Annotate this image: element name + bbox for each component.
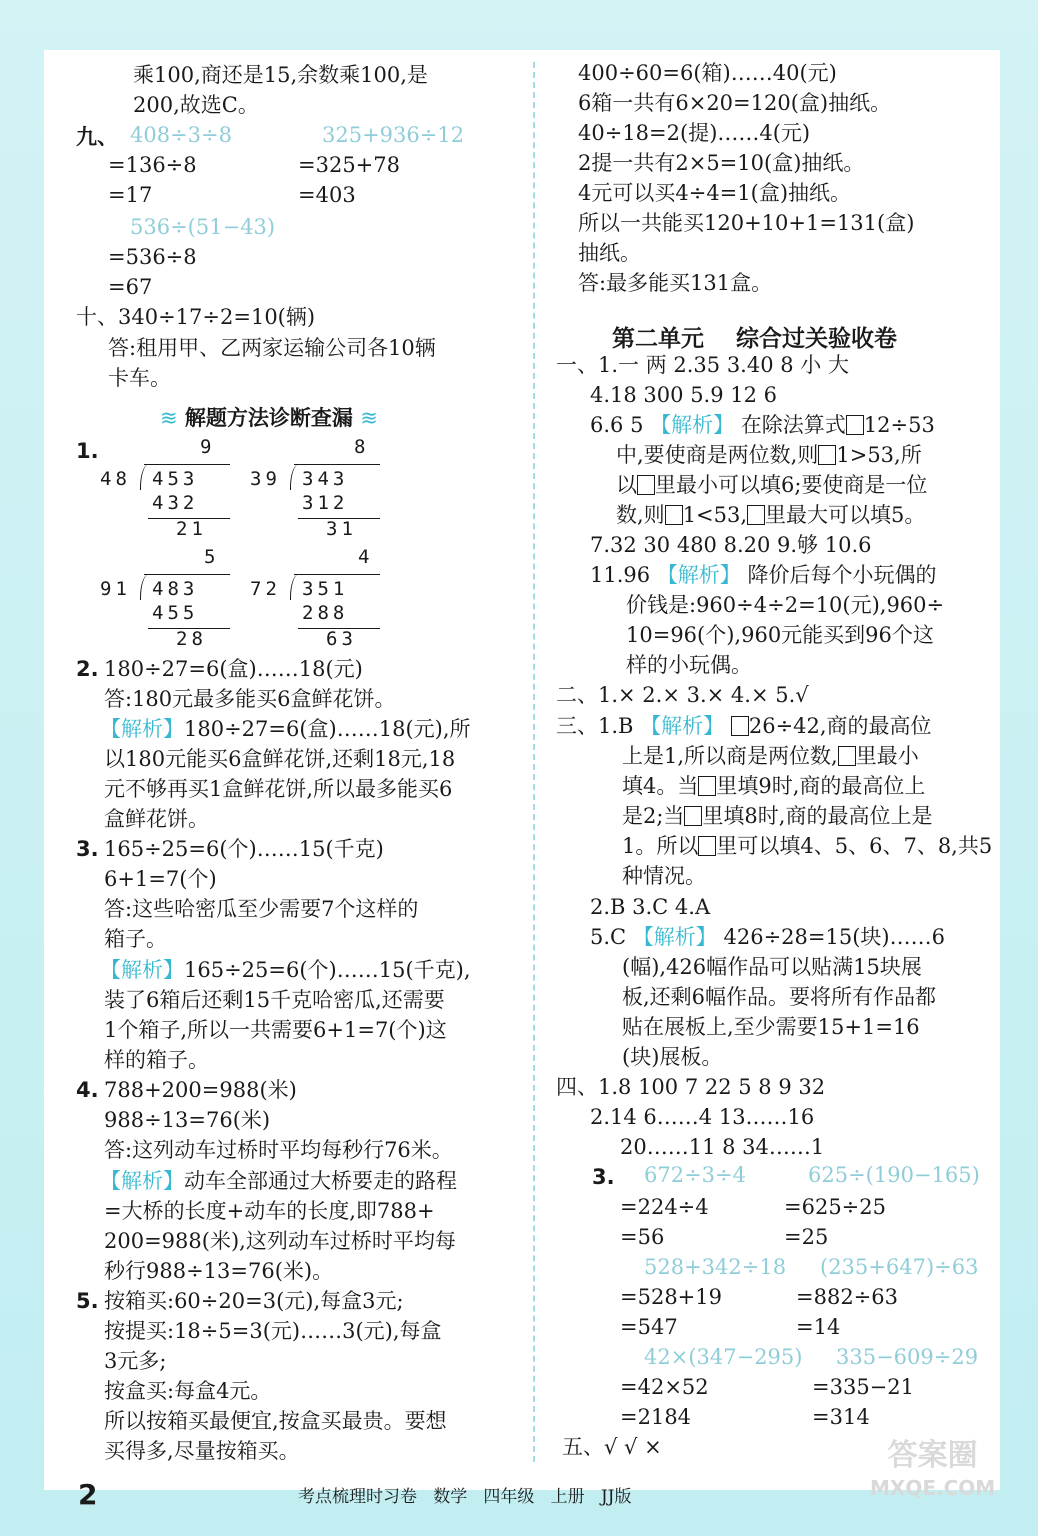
solution-step: 180÷27=6(盒)……18(元) (104, 657, 363, 681)
blank-box-icon (684, 806, 702, 826)
solution-step: 788+200=988(米) (104, 1078, 297, 1102)
question-number: 3. (592, 1165, 615, 1189)
analysis-text: 里最小可以填6;要使商是一位 (655, 473, 928, 497)
solution-step: =2184 (620, 1405, 692, 1429)
analysis-text: 165÷25=6(个)……15(千克), (184, 958, 471, 982)
answer-line (556, 711, 932, 741)
analysis-text: 盒鲜花饼。 (104, 807, 209, 831)
analysis-text: 里最大可以填5。 (765, 503, 926, 527)
problem-expression: 536÷(51−43) (130, 215, 276, 239)
solution-step: =314 (812, 1405, 870, 1429)
analysis-text: 样的小玩偶。 (626, 653, 752, 677)
blank-box-icon (698, 776, 716, 796)
analysis-text: 元不够再买1盒鲜花饼,所以最多能买6 (104, 777, 453, 801)
analysis-tag: 【解析】 (100, 1169, 184, 1193)
answer-line: 答:这列动车过桥时平均每秒行76米。 (104, 1138, 453, 1162)
divisor: 48 (100, 468, 131, 490)
solution-step: =25 (784, 1225, 829, 1249)
dividend: 453 (152, 468, 199, 490)
answer-line: 买得多,尽量按箱买。 (104, 1439, 300, 1463)
solution-step: =67 (108, 275, 153, 299)
dividend: 343 (302, 468, 349, 490)
question-number: 2. (76, 657, 99, 681)
text-line: 乘100,商还是15,余数乘100,是 (133, 63, 428, 87)
solution-step: =42×52 (620, 1375, 709, 1399)
answer-line: 卡车。 (108, 366, 171, 390)
solution-step: 3元多; (104, 1349, 167, 1373)
section-title (160, 402, 378, 432)
quotient: 8 (354, 436, 370, 458)
question-number: 3. (76, 837, 99, 861)
long-division (100, 546, 240, 656)
product: 455 (152, 602, 199, 624)
analysis-text: 板,还剩6幅作品。要将所有作品都 (622, 985, 937, 1009)
solution-step: =547 (620, 1315, 678, 1339)
analysis-text (622, 801, 932, 831)
divisor: 72 (250, 578, 281, 600)
analysis-text: 样的箱子。 (104, 1048, 209, 1072)
analysis-tag: 【解析】 (640, 714, 725, 738)
analysis-text: 贴在展板上,至少需要15+1=16 (622, 1015, 920, 1039)
analysis-tag: 【解析】 (650, 413, 735, 437)
analysis-text (622, 741, 919, 771)
answer-line: 答:这些哈密瓜至少需要7个这样的 (104, 897, 419, 921)
blank-box-icon (698, 836, 716, 856)
solution-step: 所以一共能买120+10+1=131(盒) (578, 211, 915, 235)
analysis-text (616, 470, 927, 500)
analysis-text: 是2;当 (622, 804, 685, 828)
problem-expression: 528+342÷18 (644, 1255, 787, 1279)
answer-line (590, 560, 937, 590)
analysis-text: 里可以填4、5、6、7、8,共5 (716, 834, 993, 858)
analysis-text: 以 (616, 473, 637, 497)
solution-step: =56 (620, 1225, 665, 1249)
watermark-logo (870, 1440, 995, 1504)
long-division (250, 546, 390, 656)
problem-expression: 325+936÷12 (322, 123, 465, 147)
blank-box-icon (665, 505, 683, 525)
analysis-text: 里最小 (855, 744, 919, 768)
analysis-text: 动车全部通过大桥要走的路程 (184, 1169, 457, 1193)
quotient: 5 (204, 546, 220, 568)
analysis-text: 26÷42,商的最高位 (748, 714, 932, 738)
analysis-tag: 【解析】 (100, 717, 184, 741)
analysis-text: 上是1,所以商是两位数, (622, 744, 838, 768)
analysis-text (622, 831, 992, 861)
analysis-text (616, 440, 922, 470)
section-title-text: 解题方法诊断查漏 (184, 406, 353, 430)
answer-text: 5.C (590, 925, 627, 949)
solution-step: =536÷8 (108, 245, 197, 269)
analysis-tag: 【解析】 (100, 958, 184, 982)
analysis-text: 装了6箱后还剩15千克哈密瓜,还需要 (104, 988, 445, 1012)
analysis-text: 数,则 (616, 503, 665, 527)
solution-step: =325+78 (298, 153, 400, 177)
answer-line: 五、√ √ × (562, 1435, 662, 1459)
analysis-text: 10=96(个),960元能买到96个这 (626, 623, 934, 647)
answer-line (590, 922, 945, 952)
problem-expression: 408÷3÷8 (130, 123, 232, 147)
analysis-text: 里填9时,商的最高位上 (716, 774, 926, 798)
remainder: 28 (176, 628, 207, 650)
answer-line: 4.18 300 5.9 12 6 (590, 383, 778, 407)
dividend: 483 (152, 578, 199, 600)
long-division (250, 436, 390, 546)
answer-line (590, 410, 935, 440)
analysis-text (622, 771, 925, 801)
wave-icon: ≋ (160, 406, 178, 430)
analysis-text: (幅),426幅作品可以贴满15块展 (622, 955, 922, 979)
blank-box-icon (731, 716, 749, 736)
long-division (100, 436, 240, 546)
solution-step: =528+19 (620, 1285, 722, 1309)
answer-text: 6.6 5 (590, 413, 644, 437)
solution-step: 按箱买:60÷20=3(元),每盒3元; (104, 1289, 404, 1313)
page-number: 2 (78, 1478, 98, 1511)
analysis-text: 1。所以 (622, 834, 699, 858)
analysis-text: 以180元能买6盒鲜花饼,还剩18元,18 (104, 747, 456, 771)
question-number: 4. (76, 1078, 99, 1102)
solution-step: =403 (298, 183, 356, 207)
blank-box-icon (818, 445, 836, 465)
solution-step: 6箱一共有6×20=120(盒)抽纸。 (578, 91, 892, 115)
answer-text: 三、1.B (556, 714, 634, 738)
solution-step: 400÷60=6(箱)……40(元) (578, 61, 837, 85)
quotient: 4 (358, 546, 374, 568)
solution-step: =625÷25 (784, 1195, 886, 1219)
answer-line: 答:180元最多能买6盒鲜花饼。 (104, 687, 396, 711)
analysis-text: 降价后每个小玩偶的 (747, 563, 937, 587)
solution-step: 按提买:18÷5=3(元)……3(元),每盒 (104, 1319, 442, 1343)
answer-line: 所以按箱买最便宜,按盒买最贵。要想 (104, 1409, 447, 1433)
problem-expression: 42×(347−295) (644, 1345, 803, 1369)
problem-expression: 335−609÷29 (836, 1345, 979, 1369)
answer-line: 二、1.× 2.× 3.× 4.× 5.√ (556, 683, 809, 707)
solution-step: =882÷63 (796, 1285, 898, 1309)
divisor: 39 (250, 468, 281, 490)
footer-text: 考点梳理时习卷 数学 四年级 上册 JJ版 (298, 1487, 632, 1507)
analysis-text (616, 500, 925, 530)
analysis-text: 12÷53 (863, 413, 935, 437)
remainder: 31 (326, 518, 357, 540)
analysis-text: 中,要使商是两位数,则 (616, 443, 819, 467)
answer-text: 11.96 (590, 563, 651, 587)
solution-step: 按盒买:每盒4元。 (104, 1379, 272, 1403)
analysis-text: 秒行988÷13=76(米)。 (104, 1259, 334, 1283)
question-number: 5. (76, 1289, 99, 1313)
solution-step: =224÷4 (620, 1195, 709, 1219)
blank-box-icon (637, 475, 655, 495)
solution-step: 6+1=7(个) (104, 867, 217, 891)
product: 432 (152, 492, 199, 514)
analysis-text: 里填8时,商的最高位上是 (702, 804, 933, 828)
analysis-text: 种情况。 (622, 864, 706, 888)
solution-step: 4元可以买4÷4=1(盒)抽纸。 (578, 181, 852, 205)
product: 288 (302, 602, 349, 624)
solution-step: =14 (796, 1315, 841, 1339)
divisor: 91 (100, 578, 131, 600)
blank-box-icon (747, 505, 765, 525)
answer-line: 一、1.一 两 2.35 3.40 8 小 大 (556, 353, 849, 377)
solution-step: 40÷18=2(提)……4(元) (578, 121, 811, 145)
analysis-text: 180÷27=6(盒)……18(元),所 (184, 717, 471, 741)
problem-expression: 625÷(190−165) (808, 1163, 980, 1187)
analysis-tag: 【解析】 (656, 563, 741, 587)
solution-step: 165÷25=6(个)……15(千克) (104, 837, 384, 861)
solution-step: 988÷13=76(米) (104, 1108, 271, 1132)
analysis-text: 填4。当 (622, 774, 699, 798)
answer-line: 答:租用甲、乙两家运输公司各10辆 (108, 336, 436, 360)
answer-line: 四、1.8 100 7 22 5 8 9 32 (556, 1075, 826, 1099)
answer-line: 箱子。 (104, 927, 167, 951)
column-divider (533, 62, 535, 1462)
problem-expression: (235+647)÷63 (820, 1255, 979, 1279)
answer-line: 2.B 3.C 4.A (590, 895, 711, 919)
analysis-text: 200=988(米),这列动车过桥时平均每 (104, 1229, 456, 1253)
analysis-text: 价钱是:960÷4÷2=10(元),960÷ (626, 593, 945, 617)
remainder: 21 (176, 518, 207, 540)
analysis-text: 1<53, (682, 503, 748, 527)
analysis-text: (块)展板。 (622, 1045, 723, 1069)
product: 312 (302, 492, 349, 514)
dividend: 351 (302, 578, 349, 600)
section-ten: 十、340÷17÷2=10(辆) (76, 305, 316, 329)
solution-step: =136÷8 (108, 153, 197, 177)
watermark-url: MXQE.COM (870, 1476, 996, 1500)
analysis-text: 1个箱子,所以一共需要6+1=7(个)这 (104, 1018, 447, 1042)
answer-line: 20……11 8 34……1 (620, 1135, 825, 1159)
blank-box-icon (846, 415, 864, 435)
solution-step: 抽纸。 (578, 241, 641, 265)
answer-line: 答:最多能买131盒。 (578, 271, 773, 295)
solution-step: =17 (108, 183, 153, 207)
section-nine-label: 九、 (76, 125, 118, 149)
analysis-text: =大桥的长度+动车的长度,即788+ (104, 1199, 435, 1223)
wave-icon: ≋ (360, 406, 378, 430)
text-line: 200,故选C。 (133, 93, 259, 117)
watermark-text: 答案圈 (887, 1438, 978, 1473)
quotient: 9 (200, 436, 216, 458)
answer-line: 2.14 6……4 13……16 (590, 1105, 815, 1129)
analysis-text: 在除法算式 (740, 413, 846, 437)
solution-step: 2提一共有2×5=10(盒)抽纸。 (578, 151, 865, 175)
unit-title: 第二单元 综合过关验收卷 (612, 326, 898, 352)
analysis-tag: 【解析】 (632, 925, 717, 949)
problem-expression: 672÷3÷4 (644, 1163, 746, 1187)
question-number: 1. (76, 439, 99, 463)
blank-box-icon (838, 746, 856, 766)
analysis-text: 1>53,所 (836, 443, 922, 467)
answer-line: 7.32 30 480 8.20 9.够 10.6 (590, 533, 872, 557)
solution-step: =335−21 (812, 1375, 914, 1399)
remainder: 63 (326, 628, 357, 650)
analysis-text: 426÷28=15(块)……6 (723, 925, 945, 949)
